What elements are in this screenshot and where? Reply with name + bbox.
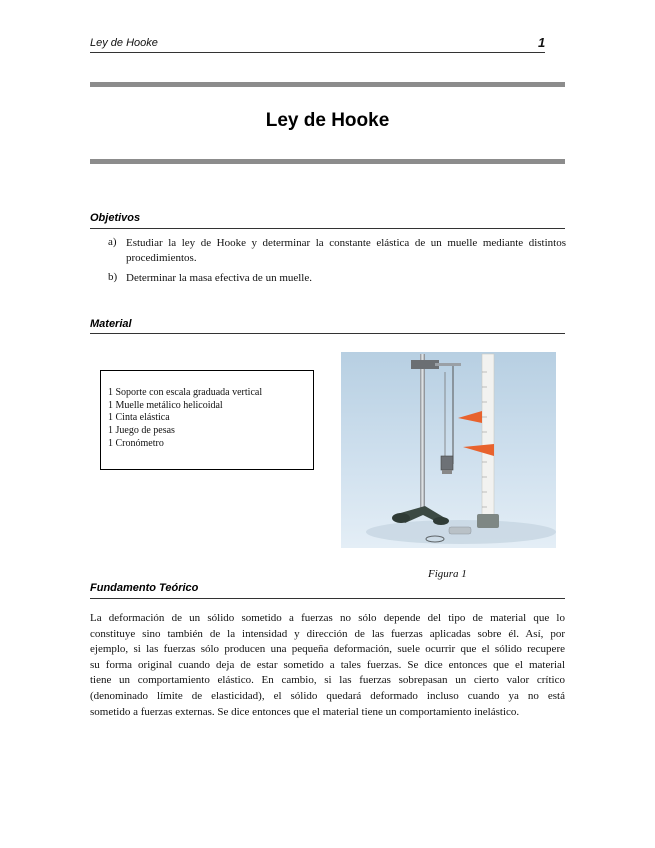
fundamento-paragraph <box>90 611 565 720</box>
running-header-title: Ley de Hooke <box>90 37 158 49</box>
graduated-scale <box>482 354 494 526</box>
material-item: 1 Juego de pesas <box>108 425 175 437</box>
apparatus-photo <box>341 352 556 548</box>
paragraph-line: sometido a fuerzas externas. Se dice entonces que el material tiene un comportamiento inelástico. <box>90 705 520 718</box>
material-item: 1 Cronómetro <box>108 437 164 449</box>
section-heading-fundamento: Fundamento Teórico <box>90 582 199 594</box>
section-heading-material: Material <box>90 318 132 330</box>
support-rod <box>420 354 425 512</box>
objective-label-a: a) <box>108 236 117 248</box>
page-number: 1 <box>538 35 546 50</box>
header-rule <box>90 52 545 53</box>
paragraph-line: La deformación de un sólido sometido a fuerzas no sólo depende del tipo de material que lo <box>90 612 565 624</box>
title-top-rule <box>90 82 565 87</box>
material-item: 1 Cinta elástica <box>108 412 170 424</box>
material-item: 1 Soporte con escala graduada vertical <box>108 387 263 398</box>
material-item: 1 Muelle metálico helicoidal <box>108 399 223 411</box>
objective-text-a: Estudiar la ley de Hooke y determinar la constante elástica de un muelle mediante distintos <box>126 237 566 249</box>
title-bottom-rule <box>90 159 565 164</box>
figure-caption: Figura 1 <box>428 568 467 580</box>
section-rule-fundamento <box>90 598 565 599</box>
paragraph-line: tiene un comportamiento elástico. En cambio, si las fuerzas sobrepasan un cierto valor crítico <box>90 674 565 687</box>
page-title: Ley de Hooke <box>265 110 390 131</box>
objective-text-b: Determinar la masa efectiva de un muelle. <box>126 272 312 284</box>
paragraph-line: ejemplo, si las fuerzas sólo producen una pequeña deformación, suele ocurrir que el sólido recupere <box>90 643 565 656</box>
objective-text-a-continued: procedimientos. <box>126 252 197 264</box>
paragraph-line: (denominado límite de elasticidad), el sólido quedará deformado incluso cuando ya no está <box>90 689 565 702</box>
section-heading-objetivos: Objetivos <box>90 212 141 224</box>
paragraph-line: constituye sino también de la intensidad y dirección de las fuerzas aplicadas sobre él. Así, por <box>90 627 565 640</box>
section-rule-objetivos <box>90 228 565 229</box>
section-rule-material <box>90 333 565 334</box>
objective-label-b: b) <box>108 271 118 283</box>
paragraph-line: su forma original cuando deja de estar sometido a tales fuerzas. Se dice entonces que el material <box>90 658 565 671</box>
material-list <box>108 387 262 451</box>
